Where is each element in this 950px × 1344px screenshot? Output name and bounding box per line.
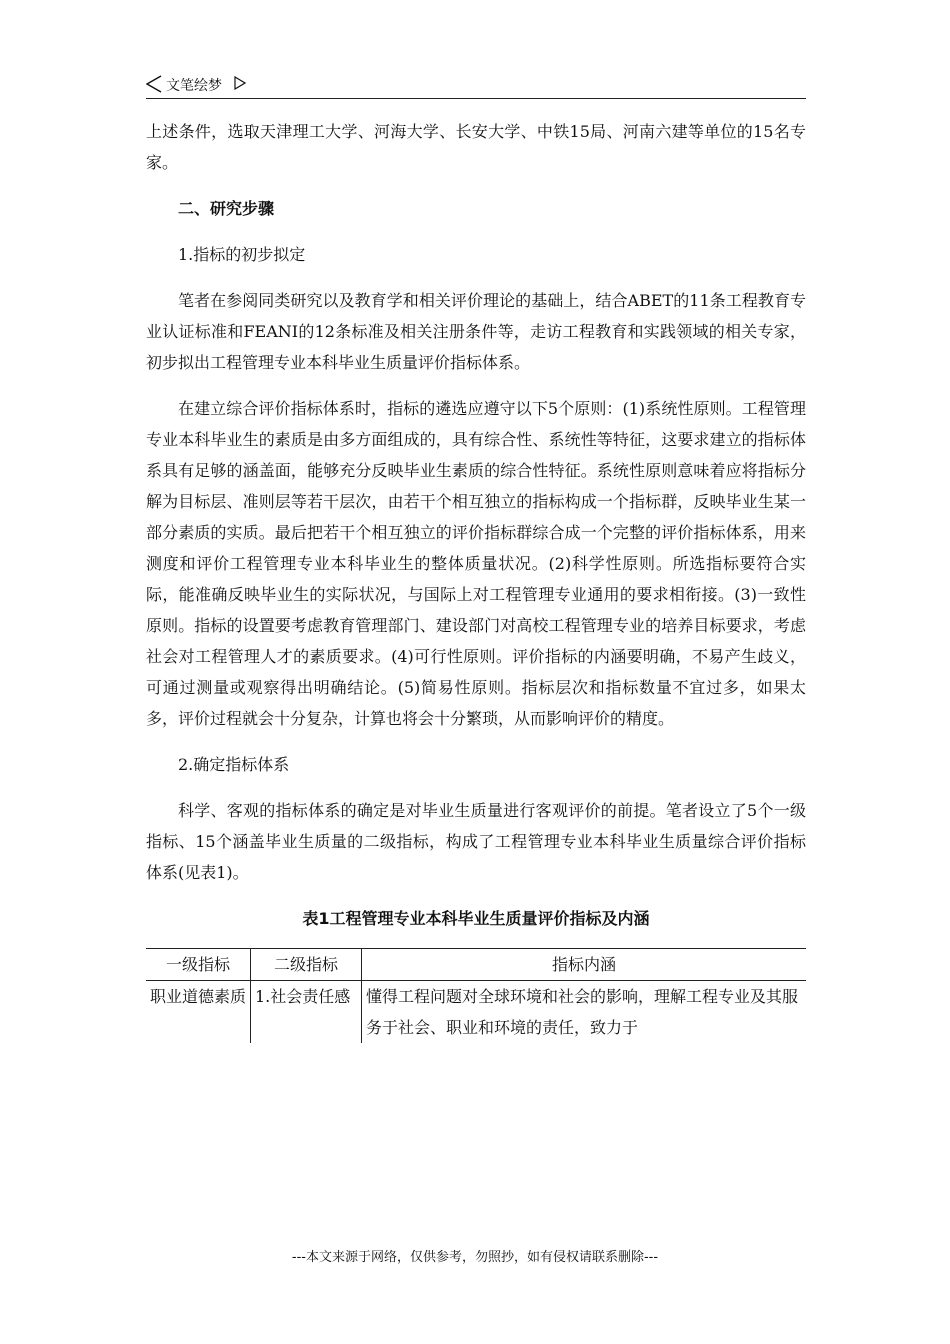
table-header-row xyxy=(146,949,806,981)
table-cell: 懂得工程问题对全球环境和社会的影响，理解工程专业及其服务于社会、职业和环境的责任，致力于 xyxy=(362,981,807,1044)
subheading-determine-system: 2.确定指标体系 xyxy=(178,755,290,774)
footer-notice: ---本文来源于网络，仅供参考，勿照抄，如有侵权请联系删除--- xyxy=(291,1250,659,1265)
header-brand: 文笔绘梦 xyxy=(166,78,222,94)
paragraph-system: 科学、客观的指标体系的确定是对毕业生质量进行客观评价的前提。笔者设立了5个一级指标、15个涵盖毕业生质量的二级指标，构成了工程管理专业本科毕业生质量综合评价指标体系(见表1)。 xyxy=(146,801,806,882)
left-triangle-icon xyxy=(146,75,162,93)
section-heading-research-steps: 二、研究步骤 xyxy=(178,199,275,218)
document-body xyxy=(146,116,806,1043)
subheading-initial-indicators: 1.指标的初步拟定 xyxy=(178,245,306,264)
indicator-table xyxy=(146,948,806,1043)
paragraph-principles: 在建立综合评价指标体系时，指标的遴选应遵守以下5个原则：(1)系统性原则。工程管理专业本科毕业生的素质是由多方面组成的，具有综合性、系统性等特征，这要求建立的指标体系具有足够的涵盖面，能够充分反映毕业生素质的综合性特征。系统性原则意味着应将指标分解为目标层、准则层等若干层次，由若干个相互独立的指标构成一个指标群，反映毕业生某一部分素质的实质。最后把若干个相互独立的评价指标群综合成一个完整的评价指标体系，用来测度和评价工程管理专业本科毕业生的整体质量状况。(2)科学性原则。所选指标要符合实际，能准确反映毕业生的实际状况，与国际上对工程管理专业通用的要求相衔接。(3)一致性原则。指标的设置要考虑教育管理部门、建设部门对高校工程管理专业的培养目标要求，考虑社会对工程管理人才的素质要求。(4)可行性原则。评价指标的内涵要明确，不易产生歧义，可通过测量或观察得出明确结论。(5)简易性原则。指标层次和指标数量不宜过多，如果太多，评价过程就会十分复杂，计算也将会十分繁琐，从而影响评价的精度。 xyxy=(146,399,806,728)
table-cell: 1.社会责任感 xyxy=(251,981,362,1044)
table-cell: 职业道德素质 xyxy=(150,987,247,1006)
paragraph-initial-draft: 笔者在参阅同类研究以及教育学和相关评价理论的基础上，结合ABET的11条工程教育专业认证标准和FEANI的12条标准及相关注册条件等，走访工程教育和实践领域的相关专家，初步拟出工程管理专业本科毕业生质量评价指标体系。 xyxy=(146,291,806,372)
table-header-cell: 一级指标 xyxy=(146,949,251,981)
page-header xyxy=(146,72,806,99)
table-caption: 表1工程管理专业本科毕业生质量评价指标及内涵 xyxy=(302,909,650,928)
right-triangle-icon xyxy=(234,76,246,90)
table-row xyxy=(146,981,806,1044)
paragraph-experts: 上述条件，选取天津理工大学、河海大学、长安大学、中铁15局、河南六建等单位的15名专家。 xyxy=(146,122,806,172)
table-header-cell: 指标内涵 xyxy=(362,949,807,981)
table-header-cell: 二级指标 xyxy=(251,949,362,981)
